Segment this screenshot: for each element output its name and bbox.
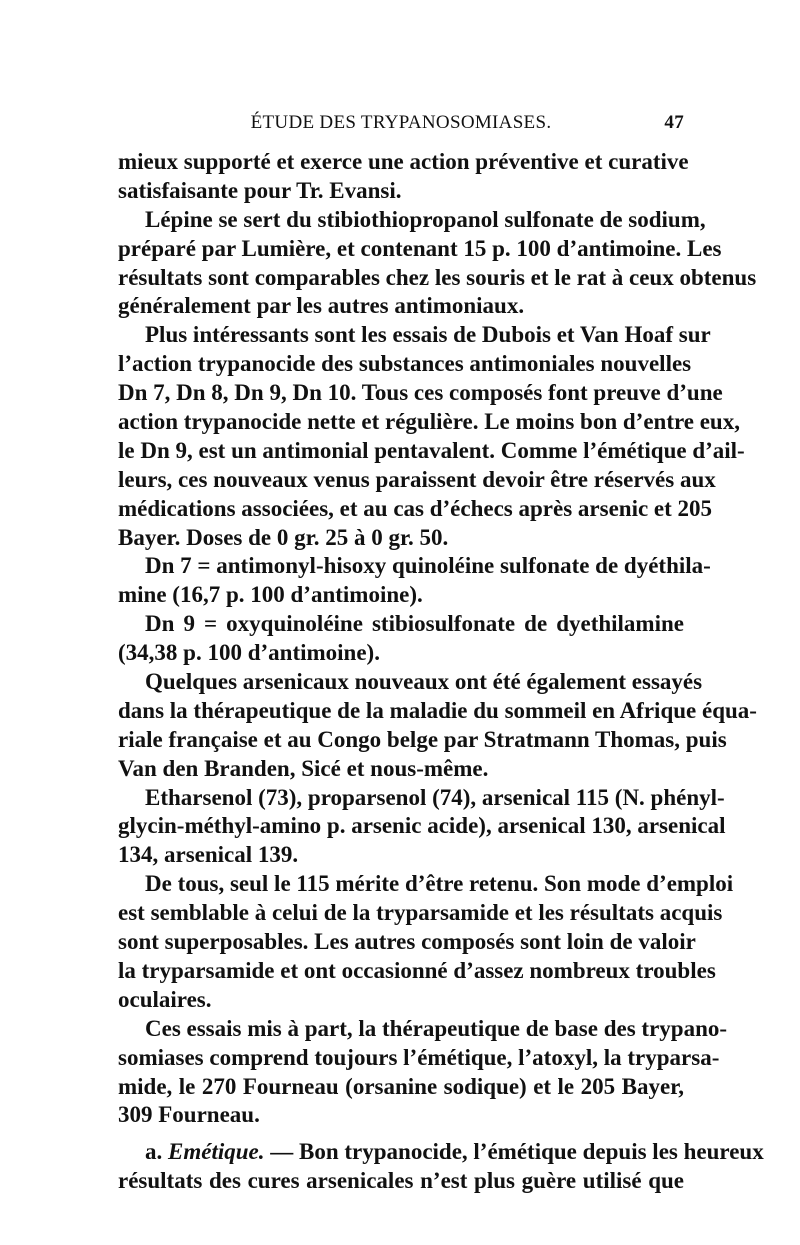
text-line: riale française et au Congo belge par Stratmann Thomas, puis — [118, 726, 727, 752]
text-line: l’action trypanocide des substances antimoniales nouvelles — [118, 351, 692, 377]
text-line: oculaires. — [118, 986, 212, 1012]
text-line: (34,38 p. 100 d’antimoine). — [118, 640, 380, 666]
text-line: action trypanocide nette et régulière. Le moins bon d’entre eux, — [118, 409, 740, 435]
text-line: Dn 7, Dn 8, Dn 9, Dn 10. Tous ces composés font preuve d’une — [118, 380, 723, 406]
text-line: mieux supporté et exerce une action préventive et curative — [118, 149, 689, 174]
text-line: dans la thérapeutique de la maladie du sommeil en Afrique équa- — [118, 697, 757, 723]
text-line: le Dn 9, est un antimonial pentavalent. Comme l’émétique d’ail- — [118, 437, 745, 463]
text-line: résultats des cures arsenicales n’est plus guère utilisé que — [118, 1168, 684, 1194]
text-line: leurs, ces nouveaux venus paraissent devoir être réservés aux — [118, 466, 716, 492]
section-marker: a. — [145, 1139, 163, 1165]
text-line: Quelques arsenicaux nouveaux ont été également essayés — [145, 669, 703, 695]
section-heading-line — [118, 1138, 764, 1167]
text-line: Plus intéressants sont les essais de Dubois et Van Hoaf sur — [145, 322, 711, 348]
text-line: mine (16,7 p. 100 d’antimoine). — [118, 582, 423, 608]
text-line: généralement par les autres antimoniaux. — [118, 293, 525, 319]
text-line: sont superposables. Les autres composés sont loin de valoir — [118, 929, 696, 955]
text-line: mide, le 270 Fourneau (orsanine sodique) et le 205 Bayer, — [118, 1073, 684, 1099]
text-line: satisfaisante pour Tr. Evansi. — [118, 177, 402, 203]
text-line: est semblable à celui de la tryparsamide et les résultats acquis — [118, 900, 723, 926]
text-line: Bayer. Doses de 0 gr. 25 à 0 gr. 50. — [118, 524, 449, 550]
text-line: Dn 7 = antimonyl-hisoxy quinoléine sulfonate de dyéthila- — [145, 553, 711, 579]
text-line: préparé par Lumière, et contenant 15 p. 100 d’antimoine. Les — [118, 235, 722, 261]
text-line: somiases comprend toujours l’émétique, l’atoxyl, la tryparsa- — [118, 1044, 720, 1070]
page-number: 47 — [664, 112, 684, 133]
text-line: Lépine se sert du stibiothiopropanol sulfonate de sodium, — [145, 206, 706, 232]
text-line: la tryparsamide et ont occasionné d’assez nombreux troubles — [118, 957, 716, 983]
text-line: 309 Fourneau. — [118, 1102, 260, 1128]
body-text — [118, 148, 764, 1196]
text-line: Ces essais mis à part, la thérapeutique de base des trypano- — [145, 1015, 728, 1041]
text-line: De tous, seul le 115 mérite d’être retenu. Son mode d’emploi — [145, 871, 734, 897]
section-line-rest: — Bon trypanocide, l’émétique depuis les heureux — [270, 1139, 764, 1165]
text-line: glycin-méthyl-amino p. arsenic acide), arsenical 130, arsenical — [118, 813, 726, 839]
text-line: 134, arsenical 139. — [118, 842, 299, 868]
text-line: Van den Branden, Sicé et nous-même. — [118, 755, 489, 781]
text-line: Etharsenol (73), proparsenol (74), arsenical 115 (N. phényl- — [145, 784, 725, 810]
text-line: médications associées, et au cas d’échecs après arsenic et 205 — [118, 495, 713, 521]
text-line: Dn 9 = oxyquinoléine stibiosulfonate de dyethilamine — [145, 611, 684, 637]
section-term: Emétique. — [168, 1139, 265, 1165]
running-head — [118, 112, 684, 138]
text-line: résultats sont comparables chez les souris et le rat à ceux obtenus — [118, 264, 757, 290]
running-title: ÉTUDE DES TRYPANOSOMIASES. — [250, 112, 552, 133]
